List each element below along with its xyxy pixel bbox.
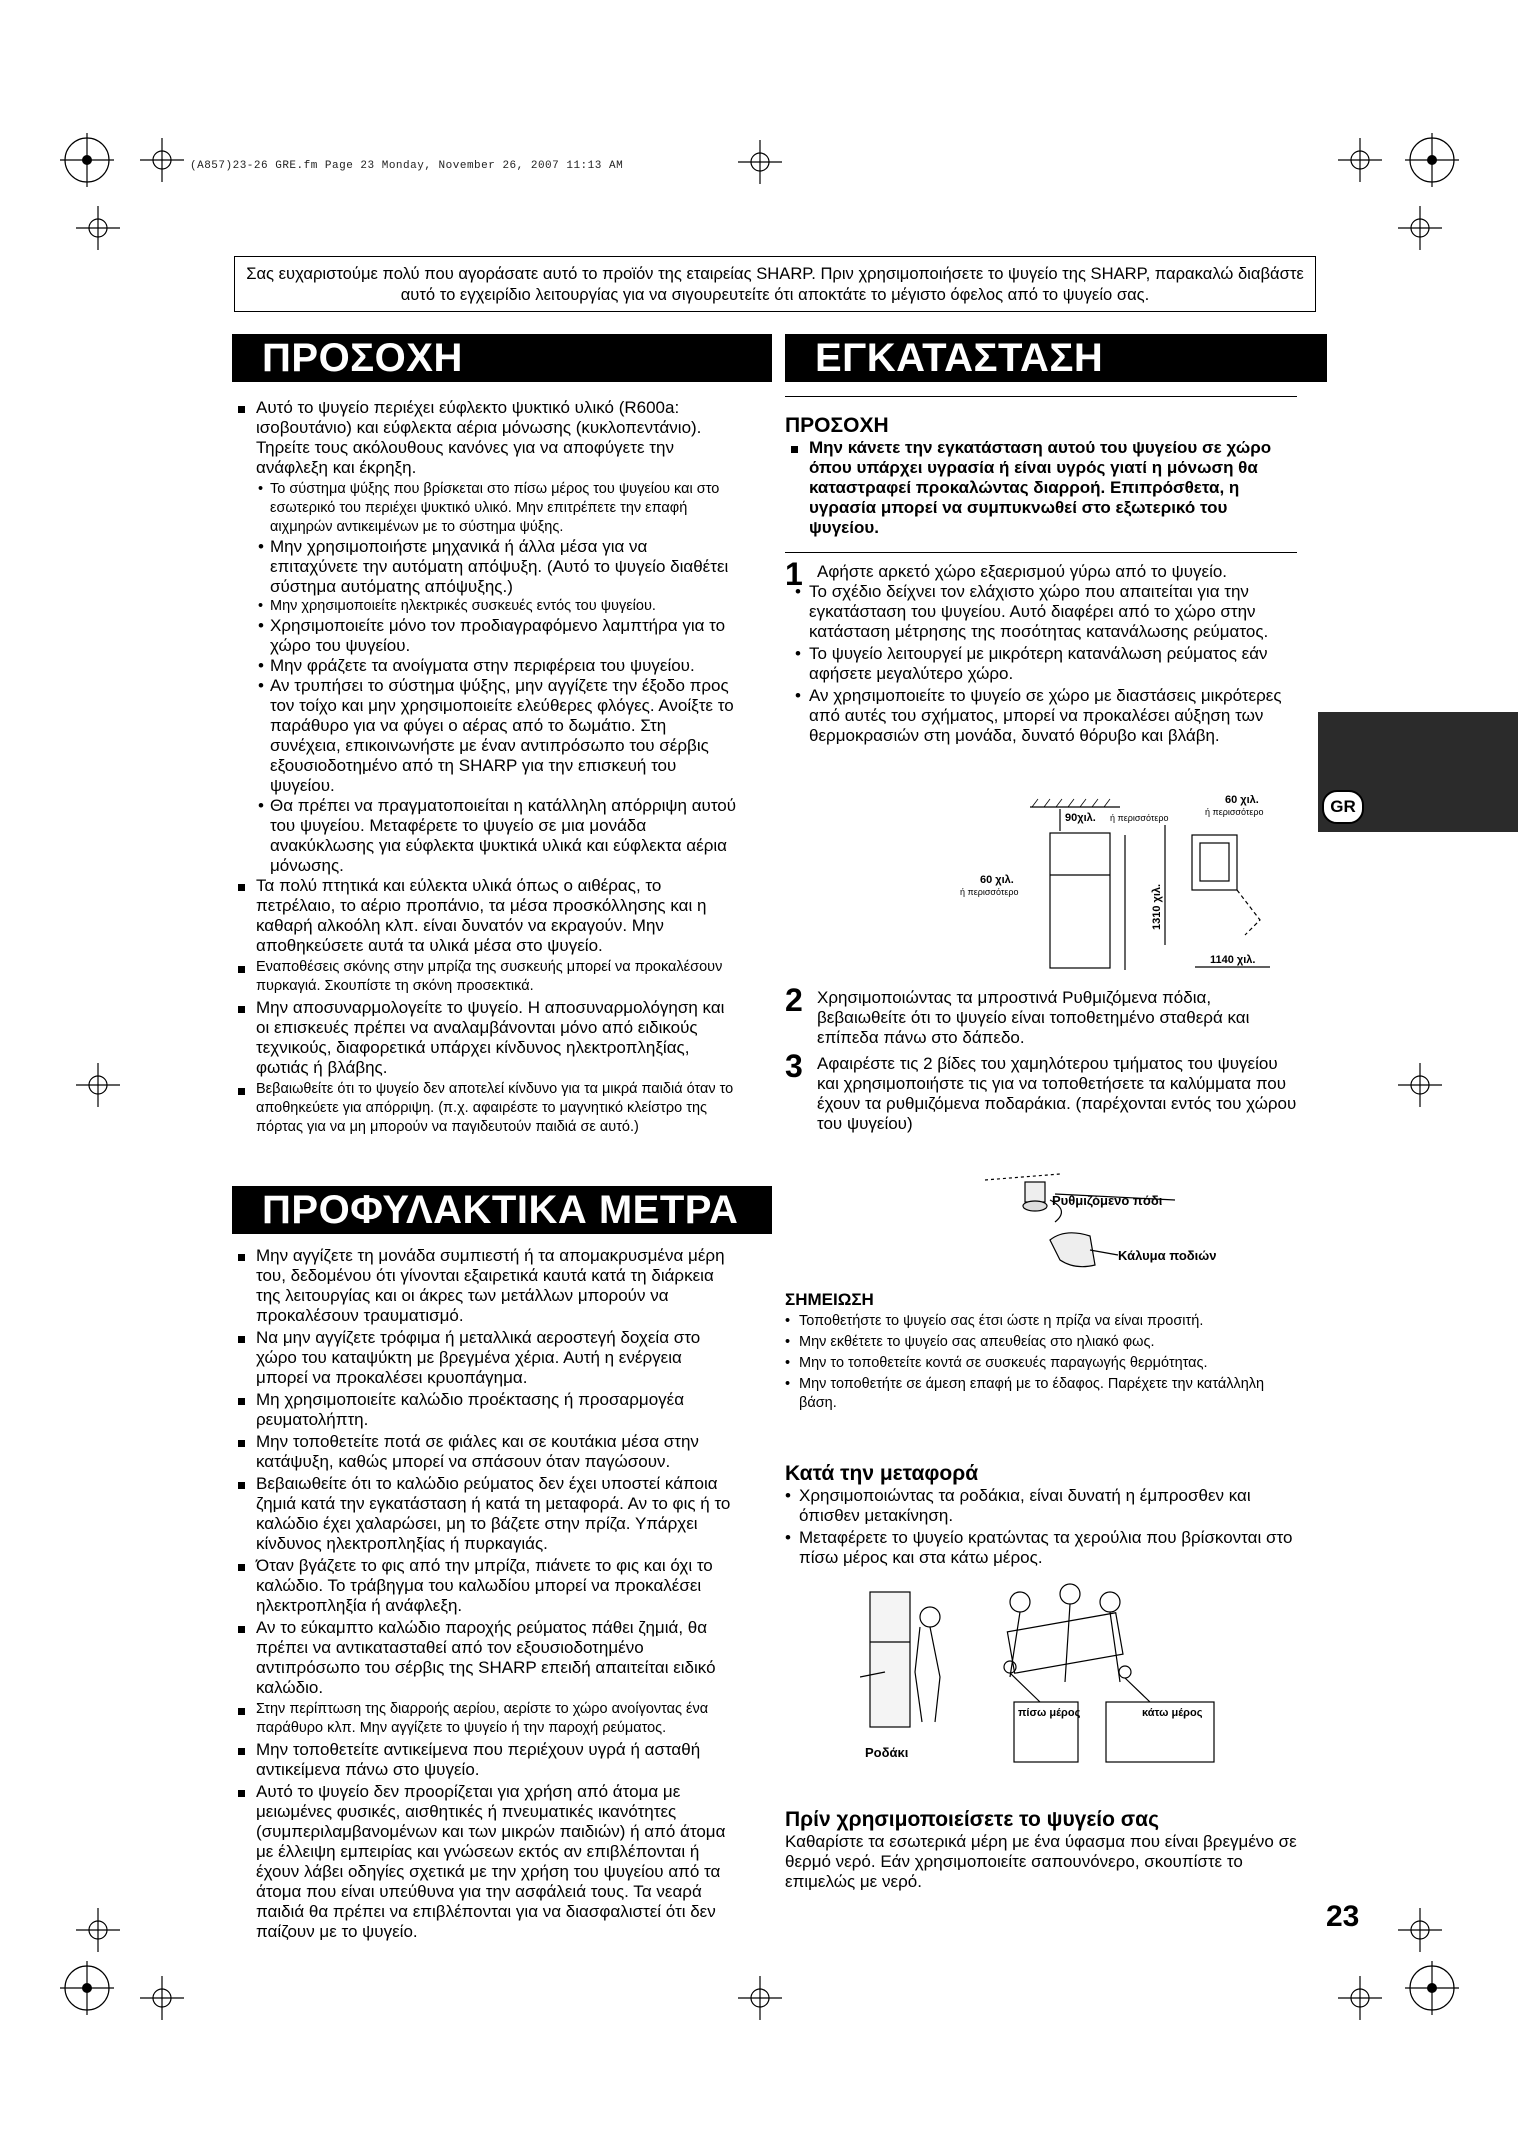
caution-section <box>232 398 738 1139</box>
notes-section <box>785 1290 1297 1415</box>
step-1-sub: • Αν χρησιμοποιείτε το ψυγείο σε χώρο με διαστάσεις μικρότερες από αυτές του σχήματος, μπορεί να προκαλέσει αύξηση των θερμοκρασιών στη μονάδα, δυνατό θόρυβο και βλάβη. <box>795 686 1297 746</box>
install-caution-heading: ΠΡΟΣΟΧΗ <box>785 414 889 437</box>
step-1 <box>785 556 1297 748</box>
divider <box>785 396 1297 397</box>
step-2-label: Χρησιμοποιώντας τα μπροστινά Ρυθμιζόμενα πόδια, βεβαιωθείτε ότι το ψυγείο είναι τοποθετημένο σταθερά και επίπεδα πάνω στο δάπεδο. <box>817 988 1250 1047</box>
step-3-text <box>785 1048 1297 1134</box>
installation-title-bar: ΕΓΚΑΤΑΣΤΑΣΗ <box>785 334 1327 382</box>
step-number: 3 <box>785 1048 803 1084</box>
height-label: 1310 χιλ. <box>1151 883 1163 930</box>
caution-sub-item: • Χρησιμοποιείτε μόνο τον προδιαγραφόμενο λαμπτήρα για το χώρο του ψυγείου. <box>232 616 738 656</box>
file-header-line: (A857)23-26 GRE.fm Page 23 Monday, November 26, 2007 11:13 AM <box>190 160 624 172</box>
step-1-text <box>785 556 1297 592</box>
before-use-section <box>785 1808 1297 1892</box>
note-item: • Μην το τοποθετείτε κοντά σε συσκευές παραγωγής θερμότητας. <box>785 1354 1297 1373</box>
precaution-item: Αν το εύκαμπτο καλώδιο παροχής ρεύματος πάθει ζημιά, θα πρέπει να αντικατασταθεί από τον εξουσιοδοτημένο αντιπρόσωπο του σέρβις της SHARP επειδή απαιτείται ειδικό καλώδιο. <box>232 1618 738 1698</box>
precaution-item: Μην τοποθετείτε ποτά σε φιάλες και σε κουτάκια μέσα στην κατάψυξη, καθώς μπορεί να σπάσουν όταν παγώσουν. <box>232 1432 738 1472</box>
side-gap-note: ή περισσότερο <box>960 887 1019 897</box>
precaution-item: Στην περίπτωση της διαρροής αερίου, αερίστε το χώρο ανοίγοντας ένα παράθυρο κλπ. Μην αγγίζετε το ψυγείο ή την παροχή ρεύματος. <box>232 1700 738 1738</box>
caution-title-bar: ΠΡΟΣΟΧΗ <box>232 334 772 382</box>
adjustable-foot-diagram <box>980 1160 1280 1285</box>
precaution-item: Μην αγγίζετε τη μονάδα συμπιεστή ή τα απομακρυσμένα μέρη του, δεδομένου ότι γίνονται εξαιρετικά καυτά κατά τη διάρκεια της λειτουργίας και οι άκρες των μετάλλων μπορούν να προκαλέσουν τραυματισμό. <box>232 1246 738 1326</box>
caution-sub-item: • Το σύστημα ψύξης που βρίσκεται στο πίσω μέρος του ψυγείου και στο εσωτερικό του περιέχει ψυκτικό υλικό. Μην επιτρέπετε την επαφή αιχμηρών αντικειμένων με το σύστημα ψύξης. <box>232 480 738 537</box>
top-gap-note: ή περισσότερο <box>1110 813 1169 823</box>
divider <box>785 552 1297 553</box>
precaution-item: Όταν βγάζετε το φις από την μπρίζα, πιάνετε το φις και όχι το καλώδιο. Το τράβηγμα του καλωδίου μπορεί να προκαλέσει ηλεκτροπληξία ή ανάφλεξη. <box>232 1556 738 1616</box>
step-number: 1 <box>785 556 803 592</box>
step-2-text <box>785 982 1297 1048</box>
caution-item: Τα πολύ πτητικά και εύλεκτα υλικά όπως ο αιθέρας, το πετρέλαιο, το αέριο προπάνιο, τα μέσα προσκόλλησης και η καθαρή αλκοόλη κλπ. είναι δυνατόν να εκραγούν. Μην αποθηκεύσετε αυτά τα υλικά μέσα στο ψυγείο. <box>232 876 738 956</box>
note-item: • Μην εκθέτετε το ψυγείο σας απευθείας στο ηλιακό φως. <box>785 1333 1297 1352</box>
transport-item: • Χρησιμοποιώντας τα ροδάκια, είναι δυνατή η έμπροσθεν και όπισθεν μετακίνηση. <box>785 1486 1297 1526</box>
before-use-text: Καθαρίστε τα εσωτερικά μέρη με ένα ύφασμα που είναι βρεγμένο σε θερμό νερό. Εάν χρησιμοποιείτε σαπουνόνερο, σκουπίστε το επιμελώς με νερό. <box>785 1832 1297 1891</box>
side-gap-label: 60 χιλ. <box>980 874 1014 886</box>
precaution-item: Μη χρησιμοποιείτε καλώδιο προέκτασης ή προσαρμογέα ρευματολήπτη. <box>232 1390 738 1430</box>
top-gap-label: 90χιλ. <box>1065 812 1096 824</box>
back-label: πίσω μέρος <box>1018 1707 1081 1719</box>
note-item: • Μην τοποθετήτε σε άμεση επαφή με το έδαφος. Παρέχετε την κατάλληλη βάση. <box>785 1375 1297 1413</box>
language-badge: GR <box>1322 790 1364 824</box>
precaution-item: Βεβαιωθείτε ότι το καλώδιο ρεύματος δεν έχει υποστεί κάποια ζημιά κατά την εγκατάσταση ή κατά τη μεταφορά. Αν το φις ή το καλώδιο έχει χαλαρώσει, μη το βάζετε στην πρίζα. Υπάρχει κίνδυνος ηλεκτροπληξίας ή πυρκαγιάς. <box>232 1474 738 1554</box>
depth-label: 1140 χιλ. <box>1210 954 1256 966</box>
note-heading: ΣΗΜΕΙΩΣΗ <box>785 1290 874 1309</box>
steps-2-3 <box>785 982 1297 1134</box>
before-use-heading: Πρίν χρησιμοποιείσετε το ψυγείο σας <box>785 1808 1160 1831</box>
precautions-section <box>232 1246 738 1944</box>
precaution-item: Μην τοποθετείτε αντικείμενα που περιέχουν υγρά ή ασταθή αντικείμενα πάνω στο ψυγείο. <box>232 1740 738 1780</box>
step-1-sub: • Το ψυγείο λειτουργεί με μικρότερη κατανάλωση ρεύματος εάν αφήσετε μεγαλύτερο χώρο. <box>795 644 1297 684</box>
caution-sub-item: • Αν τρυπήσει το σύστημα ψύξης, μην αγγίζετε την έξοδο προς τον τοίχο και μην χρησιμοποιείτε ελεύθερες φλόγες. Ανοίξτε το παράθυρο για να φύγει ο αέρας από το δωμάτιο. Στη συνέχεια, επικοινωνήστε με έναν αντιπρόσωπο του σέρβις εξουσιοδοτημένο από τη SHARP για την επισκευή του ψυγείου. <box>232 676 738 796</box>
install-caution-text: Μην κάνετε την εγκατάσταση αυτού του ψυγείου σε χώρο όπου υπάρχει υγρασία ή είναι υγρός γιατί η μόνωση θα καταστραφεί προκαλώντας διαρροή. Επιπρόσθετα, η υγρασία μπορεί να συμπυκνωθεί στο εξωτερικό του ψυγείου. <box>785 438 1297 538</box>
intro-box: Σας ευχαριστούμε πολύ που αγοράσατε αυτό το προϊόν της εταιρείας SHARP. Πριν χρησιμοποιήσετε το ψυγείο της SHARP, παρακαλώ διαβάστε αυτό το εγχειρίδιο λειτουργίας για να σιγουρευτείτε ότι αποκτάτε το μέγιστο όφελος από το ψυγείο σας. <box>234 256 1316 312</box>
page-number: 23 <box>1326 1900 1360 1933</box>
wheel-label: Ροδάκι <box>865 1745 909 1760</box>
transport-illustration <box>860 1582 1220 1782</box>
precautions-title-bar: ΠΡΟΦΥΛΑΚΤΙΚΑ ΜΕΤΡΑ <box>232 1186 772 1234</box>
note-item: • Τοποθετήστε το ψυγείο σας έτσι ώστε η πρίζα να είναι προσιτή. <box>785 1312 1297 1331</box>
step-number: 2 <box>785 982 803 1018</box>
bottom-label: κάτω μέρος <box>1142 1707 1203 1719</box>
right-gap-label: 60 χιλ. <box>1225 795 1259 806</box>
caution-item: Αυτό το ψυγείο περιέχει εύφλεκτο ψυκτικό υλικό (R600a: ισοβουτάνιο) και εύφλεκτα αέρια μόνωσης (κυκλοπεντάνιο). Τηρείτε τους ακόλουθους κανόνες για να αποφύγετε την ανάφλεξη και έκρηξη. <box>232 398 738 478</box>
precaution-item: Να μην αγγίζετε τρόφιμα ή μεταλλικά αεροστεγή δοχεία στο χώρο του καταψύκτη με βρεγμένα χέρια. Αυτή η ενέργεια μπορεί να προκαλέσει κρυοπάγημα. <box>232 1328 738 1388</box>
foot-label: Ρυθμιζόμενο πόδι <box>1052 1193 1163 1208</box>
transport-item: • Μεταφέρετε το ψυγείο κρατώντας τα χερούλια που βρίσκονται στο πίσω μέρος και στα κάτω μέρος. <box>785 1528 1297 1568</box>
transport-section <box>785 1462 1297 1570</box>
step-1-label: Αφήστε αρκετό χώρο εξαερισμού γύρω από το ψυγείο. <box>817 562 1228 581</box>
caution-sub-item: • Μην φράζετε τα ανοίγματα στην περιφέρεια του ψυγείου. <box>232 656 738 676</box>
caution-item: Βεβαιωθείτε ότι το ψυγείο δεν αποτελεί κίνδυνο για τα μικρά παιδιά όταν το αποθηκεύετε για απόρριψη. (π.χ. αφαιρέστε το μαγνητικό κλείστρο της πόρτας για να μη μπορούν να παγιδευτούν παιδιά σε αυτό.) <box>232 1080 738 1137</box>
right-gap-note: ή περισσότερο <box>1205 807 1264 817</box>
caution-sub-item: • Μην χρησιμοποιήστε μηχανικά ή άλλα μέσα για να επιταχύνετε την αυτόματη απόψυξη. (Αυτό το ψυγείο διαθέτει σύστημα αυτόματης απόψυξης.) <box>232 537 738 597</box>
installation-section <box>785 414 1297 544</box>
caution-sub-item: • Θα πρέπει να πραγματοποιείται η κατάλληλη απόρριψη αυτού του ψυγείου. Μεταφέρετε το ψυγείο σε μια μονάδα ανακύκλωσης για εύφλεκτα ψυκτικά υλικά και εύφλεκτα αέρια μόνωσης. <box>232 796 738 876</box>
caution-sub-item: • Μην χρησιμοποιείτε ηλεκτρικές συσκευές εντός του ψυγείου. <box>232 597 738 616</box>
caution-item: Εναποθέσεις σκόνης στην μπρίζα της συσκευής μπορεί να προκαλέσουν πυρκαγιά. Σκουπίστε τη σκόνη προσεκτικά. <box>232 958 738 996</box>
transport-heading: Κατά την μεταφορά <box>785 1462 979 1485</box>
clearance-diagram <box>950 795 1300 975</box>
cover-label: Κάλυμα ποδιών <box>1118 1248 1217 1263</box>
precaution-item: Αυτό το ψυγείο δεν προορίζεται για χρήση από άτομα με μειωμένες φυσικές, αισθητικές ή πνευματικές ικανότητες (συμπεριλαμβανομένων και των μικρών παιδιών) ή από άτομα με έλλειψη εμπειρίας και γνώσεων εκτός αν επιβλέπονται ή έχουν λάβει οδηγίες σχετικά με την χρήση του ψυγείου από τα άτομα που είναι υπεύθυνα για την ασφάλειά τους. Τα νεαρά παιδιά θα πρέπει να επιβλέπονται για να διασφαλιστεί ότι δεν παίζουν με το ψυγείο. <box>232 1782 738 1942</box>
caution-item: Μην αποσυναρμολογείτε το ψυγείο. Η αποσυναρμολόγηση και οι επισκευές πρέπει να αναλαμβάνονται μόνο από ειδικούς τεχνικούς, διαφορετικά υπάρχει κίνδυνος ηλεκτροπληξίας, φωτιάς ή βλάβης. <box>232 998 738 1078</box>
step-3-label: Αφαιρέστε τις 2 βίδες του χαμηλότερου τμήματος του ψυγείου και χρησιμοποιήστε τις για να τοποθετήσετε τα καλύμματα που έχουν τα ρυθμιζόμενα ποδαράκια. (παρέχονται εντός του χώρου του ψυγείου) <box>817 1054 1297 1133</box>
step-1-sub: • Το σχέδιο δείχνει τον ελάχιστο χώρο που απαιτείται για την εγκατάσταση του ψυγείου. Αυτό διαφέρει από το χώρο στην κατάσταση μέτρησης της ποσότητας κατανάλωσης ρεύματος. <box>795 582 1297 642</box>
